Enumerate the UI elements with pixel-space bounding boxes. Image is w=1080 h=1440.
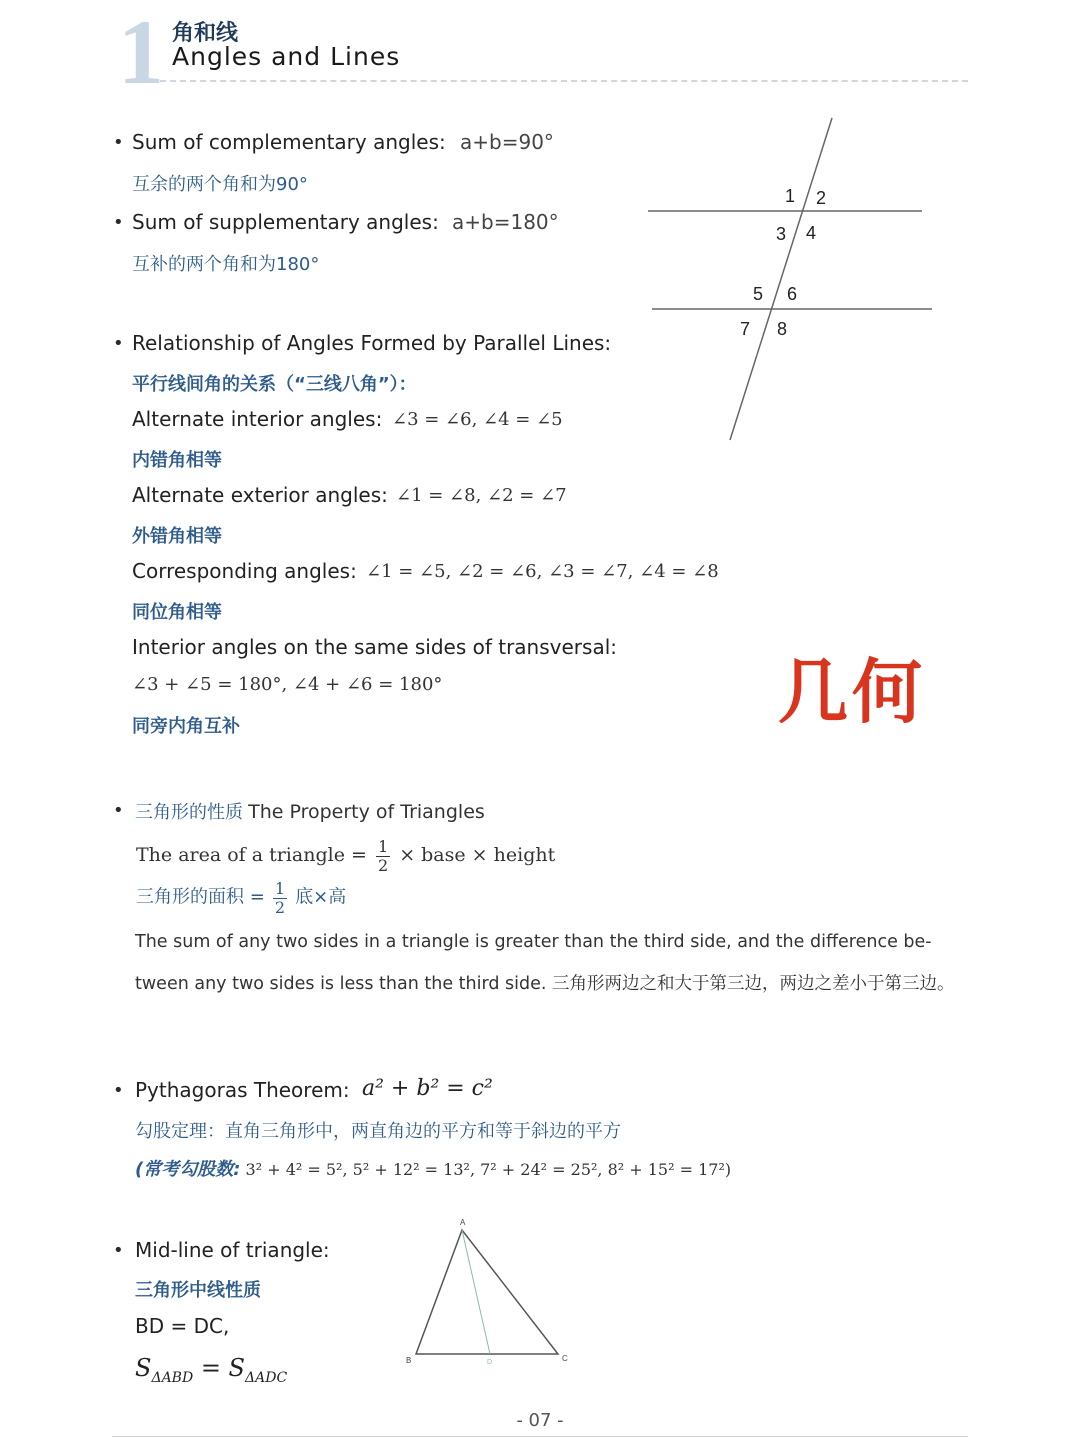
angle-label-3: 3 (776, 224, 787, 244)
alt-interior-label: Alternate interior angles: (132, 407, 383, 431)
geometry-stamp: 几何 (778, 650, 926, 733)
fraction-denominator: 2 (274, 897, 286, 917)
fraction-denominator: 2 (377, 855, 389, 875)
area-eq: = S (193, 1354, 245, 1382)
bullet-icon: • (113, 800, 124, 821)
area-sub1: ΔABD (151, 1369, 194, 1386)
corresponding-cn: 同位角相等 (132, 602, 222, 623)
triangle-area-en-prefix: The area of a triangle = (136, 844, 367, 867)
triangle-heading (135, 798, 485, 824)
chapter-title-en: Angles and Lines (172, 42, 401, 71)
bullet-icon: • (113, 132, 124, 153)
header-divider (160, 80, 968, 82)
page-number: - 07 - (516, 1410, 564, 1431)
triangle-area-cn (136, 880, 346, 916)
angle-label-6: 6 (787, 284, 798, 304)
complementary-cn: 互余的两个角和为90° (132, 174, 308, 195)
pythagoras-common (135, 1155, 731, 1181)
pythagoras-formula: a² + b² = c² (362, 1076, 493, 1101)
triangle-area-cn-prefix: 三角形的面积 = (136, 886, 265, 908)
fraction-half (376, 838, 390, 874)
supplementary-formula: a+b=180° (452, 210, 559, 234)
midline-bd-dc: BD = DC, (135, 1314, 230, 1338)
alt-exterior-label: Alternate exterior angles: (132, 483, 388, 507)
alt-exterior-formula: ∠1 = ∠8, ∠2 = ∠7 (396, 485, 567, 506)
pythagoras-common-prefix: (常考勾股数: (135, 1159, 241, 1180)
pythagoras-common-values: 3² + 4² = 5², 5² + 12² = 13², 7² + 24² = 25², 8² + 15² = 17²) (245, 1160, 732, 1179)
triangle-heading-cn: 三角形的性质 (135, 802, 243, 823)
midline-area-equation (135, 1354, 287, 1386)
angle-label-7: 7 (740, 319, 751, 339)
supplementary-cn: 互补的两个角和为180° (132, 254, 320, 275)
fraction-numerator: 1 (274, 879, 286, 898)
bullet-icon: • (113, 212, 124, 233)
bullet-icon: • (113, 1080, 124, 1101)
same-side-formula: ∠3 + ∠5 = 180°, ∠4 + ∠6 = 180° (132, 674, 443, 695)
triangle-heading-en: The Property of Triangles (248, 801, 485, 823)
angle-label-2: 2 (816, 188, 827, 208)
triangle-abc (416, 1230, 558, 1354)
bullet-icon: • (113, 1240, 124, 1261)
transversal-line (730, 118, 832, 440)
vertex-label-a: A (460, 1218, 466, 1227)
supplementary-label: Sum of supplementary angles: (132, 210, 439, 234)
bullet-icon: • (113, 333, 124, 354)
alt-interior-cn: 内错角相等 (132, 450, 222, 471)
triangle-area-en-suffix: × base × height (399, 844, 556, 867)
chapter-number: 1 (118, 1, 164, 103)
alt-interior-formula: ∠3 = ∠6, ∠4 = ∠5 (392, 409, 563, 430)
fraction-half (273, 880, 287, 916)
vertex-label-c: C (562, 1354, 568, 1363)
fraction-numerator: 1 (377, 837, 389, 856)
pythagoras-cn: 勾股定理：直角三角形中，两直角边的平方和等于斜边的平方 (135, 1121, 621, 1142)
triangle-sides-line2: tween any two sides is less than the third side. 三角形两边之和大于第三边，两边之差小于第三边。 (135, 974, 955, 994)
area-sub2: ΔADC (245, 1369, 288, 1386)
parallel-lines-diagram (640, 110, 940, 450)
midline-triangle-diagram (400, 1212, 580, 1372)
vertex-label-d: D (487, 1359, 493, 1366)
angle-label-1: 1 (785, 186, 796, 206)
midline-cn: 三角形中线性质 (135, 1280, 261, 1301)
triangle-area-cn-suffix: 底×高 (295, 886, 347, 908)
parallel-label: Relationship of Angles Formed by Parallel Lines: (132, 331, 612, 355)
same-side-cn: 同旁内角互补 (132, 716, 240, 737)
angle-label-8: 8 (777, 319, 788, 339)
corresponding-formula: ∠1 = ∠5, ∠2 = ∠6, ∠3 = ∠7, ∠4 = ∠8 (366, 561, 719, 582)
area-s1: S (135, 1354, 152, 1382)
footer-divider (112, 1436, 968, 1437)
same-side-label: Interior angles on the same sides of transversal: (132, 635, 617, 659)
angle-label-4: 4 (806, 223, 817, 243)
triangle-sides-line1: The sum of any two sides in a triangle is greater than the third side, and the difference be- (135, 932, 932, 952)
vertex-label-b: B (406, 1356, 412, 1365)
midline-label: Mid-line of triangle: (135, 1238, 330, 1262)
angle-label-5: 5 (753, 284, 764, 304)
triangle-area-en (136, 838, 555, 874)
alt-exterior-cn: 外错角相等 (132, 526, 222, 547)
corresponding-label: Corresponding angles: (132, 559, 357, 583)
complementary-formula: a+b=90° (460, 130, 554, 154)
chapter-title-cn: 角和线 (172, 21, 239, 46)
pythagoras-label: Pythagoras Theorem: (135, 1078, 350, 1102)
complementary-label: Sum of complementary angles: (132, 130, 446, 154)
parallel-cn: 平行线间角的关系（“三线八角”）： (132, 374, 417, 395)
